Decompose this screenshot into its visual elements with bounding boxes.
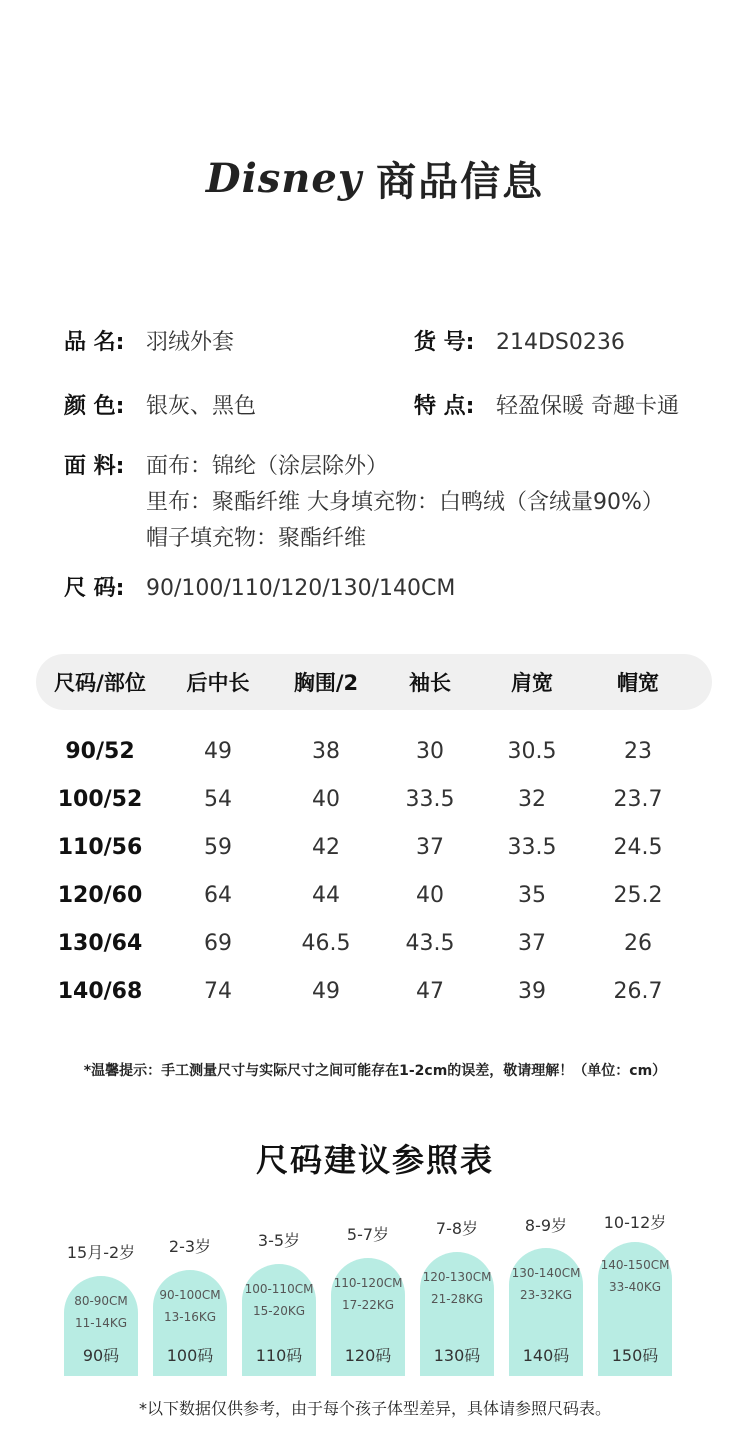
table-cell: 33.5 (507, 834, 557, 860)
fabric-row-3 (146, 521, 366, 552)
table-cell: 69 (204, 930, 232, 956)
fabric-line-3: 帽子填充物：聚酯纤维 (146, 526, 367, 551)
size-value: 90/100/110/120/130/140CM (146, 576, 456, 601)
weight-range: 11-14KG (74, 1316, 128, 1330)
header-cell: 帽宽 (617, 671, 659, 695)
info-row-size (64, 571, 455, 602)
color-label: 颜 色: (64, 394, 125, 419)
height-range: 140-150CM (600, 1258, 670, 1272)
feature-value: 轻盈保暖 奇趣卡通 (496, 394, 679, 419)
size-card (242, 1264, 316, 1376)
table-cell: 49 (204, 738, 232, 764)
table-row (36, 919, 712, 967)
age-label: 5-7岁 (346, 1225, 390, 1244)
table-cell: 40 (312, 786, 340, 812)
weight-range: 33-40KG (608, 1280, 662, 1294)
measurement-note: *温馨提示：手工测量尺寸与实际尺寸之间可能存在1-2cm的误差，敬请理解！（单位：cm） (83, 1063, 667, 1079)
age-label: 15月-2岁 (66, 1243, 136, 1262)
fabric-line-1: 面布：锦纶（涂层除外） (146, 454, 389, 479)
table-cell: 38 (312, 738, 340, 764)
header-cell: 尺码/部位 (54, 671, 146, 695)
table-row (36, 823, 712, 871)
size-column (598, 1210, 672, 1376)
info-row-feature (414, 389, 679, 420)
reference-title: 尺码建议参照表 (255, 1141, 494, 1179)
table-cell: 37 (518, 930, 546, 956)
table-cell: 35 (518, 882, 546, 908)
table-row (36, 727, 712, 775)
table-cell: 90/52 (65, 738, 135, 764)
size-code: 120码 (344, 1346, 392, 1365)
table-cell: 74 (204, 978, 232, 1004)
sku-value: 214DS0236 (496, 330, 625, 355)
weight-range: 21-28KG (430, 1292, 484, 1306)
size-card (331, 1258, 405, 1376)
size-card (64, 1276, 138, 1376)
size-column (331, 1222, 405, 1376)
size-code: 110码 (255, 1346, 303, 1365)
fabric-row-2 (146, 485, 664, 516)
table-cell: 30 (416, 738, 444, 764)
table-cell: 100/52 (57, 786, 143, 812)
info-row-fabric (64, 449, 388, 480)
table-cell: 26.7 (613, 978, 663, 1004)
table-cell: 47 (416, 978, 444, 1004)
size-column (509, 1213, 583, 1376)
height-range: 110-120CM (333, 1276, 403, 1290)
table-cell: 26 (624, 930, 652, 956)
table-cell: 32 (518, 786, 546, 812)
weight-range: 13-16KG (163, 1310, 217, 1324)
sku-label: 货 号: (414, 330, 475, 355)
size-code: 150码 (611, 1346, 659, 1365)
info-row-name (64, 325, 234, 356)
table-cell: 23 (624, 738, 652, 764)
table-cell: 43.5 (405, 930, 455, 956)
height-range: 80-90CM (74, 1294, 128, 1308)
table-cell: 30.5 (507, 738, 557, 764)
table-cell: 59 (204, 834, 232, 860)
table-row (36, 775, 712, 823)
table-cell: 33.5 (405, 786, 455, 812)
age-label: 8-9岁 (524, 1216, 568, 1235)
fabric-label: 面 料: (64, 454, 125, 479)
age-label: 3-5岁 (257, 1231, 301, 1250)
info-row-sku (414, 325, 625, 356)
page-title: 商品信息 (376, 159, 545, 205)
height-range: 90-100CM (159, 1288, 221, 1302)
table-cell: 44 (312, 882, 340, 908)
table-row (36, 967, 712, 1015)
weight-range: 17-22KG (341, 1298, 395, 1312)
table-cell: 40 (416, 882, 444, 908)
table-cell: 39 (518, 978, 546, 1004)
table-cell: 140/68 (57, 978, 143, 1004)
weight-range: 23-32KG (519, 1288, 573, 1302)
size-code: 100码 (166, 1346, 214, 1365)
size-card (598, 1242, 672, 1376)
name-label: 品 名: (64, 330, 125, 355)
table-cell: 46.5 (301, 930, 351, 956)
header-cell: 后中长 (186, 671, 250, 695)
table-cell: 64 (204, 882, 232, 908)
table-cell: 42 (312, 834, 340, 860)
header-cell: 肩宽 (511, 671, 553, 695)
table-cell: 37 (416, 834, 444, 860)
table-cell: 130/64 (57, 930, 143, 956)
size-label: 尺 码: (64, 576, 125, 601)
size-card (420, 1252, 494, 1376)
info-row-color (64, 389, 256, 420)
size-card (153, 1270, 227, 1376)
age-label: 7-8岁 (435, 1219, 479, 1238)
age-label: 2-3岁 (168, 1237, 212, 1256)
size-column (64, 1240, 138, 1376)
table-cell: 54 (204, 786, 232, 812)
size-code: 130码 (433, 1346, 481, 1365)
size-column (242, 1228, 316, 1376)
table-row (36, 871, 712, 919)
feature-label: 特 点: (414, 394, 475, 419)
weight-range: 15-20KG (252, 1304, 306, 1318)
table-cell: 120/60 (57, 882, 143, 908)
reference-note: *以下数据仅供参考，由于每个孩子体型差异，具体请参照尺码表。 (138, 1399, 611, 1418)
disney-logo: Disney (205, 155, 363, 202)
size-column (420, 1216, 494, 1376)
size-card (509, 1248, 583, 1376)
name-value: 羽绒外套 (146, 330, 235, 355)
header-cell: 袖长 (409, 671, 451, 695)
height-range: 130-140CM (511, 1266, 581, 1280)
size-column (153, 1234, 227, 1376)
header-cell: 胸围/2 (293, 671, 359, 695)
height-range: 100-110CM (244, 1282, 314, 1296)
page-header (0, 150, 750, 207)
table-cell: 24.5 (613, 834, 663, 860)
table-cell: 25.2 (613, 882, 663, 908)
size-reference-chart (64, 1210, 674, 1376)
size-code: 90码 (82, 1346, 120, 1365)
age-label: 10-12岁 (603, 1213, 667, 1232)
table-cell: 110/56 (57, 834, 143, 860)
color-value: 银灰、黑色 (146, 394, 257, 419)
size-code: 140码 (522, 1346, 570, 1365)
table-cell: 23.7 (613, 786, 663, 812)
table-cell: 49 (312, 978, 340, 1004)
size-table-header (36, 654, 712, 710)
fabric-line-2: 里布：聚酯纤维 大身填充物：白鸭绒（含绒量90%） (146, 490, 664, 515)
size-table-body (36, 727, 712, 1015)
height-range: 120-130CM (422, 1270, 492, 1284)
